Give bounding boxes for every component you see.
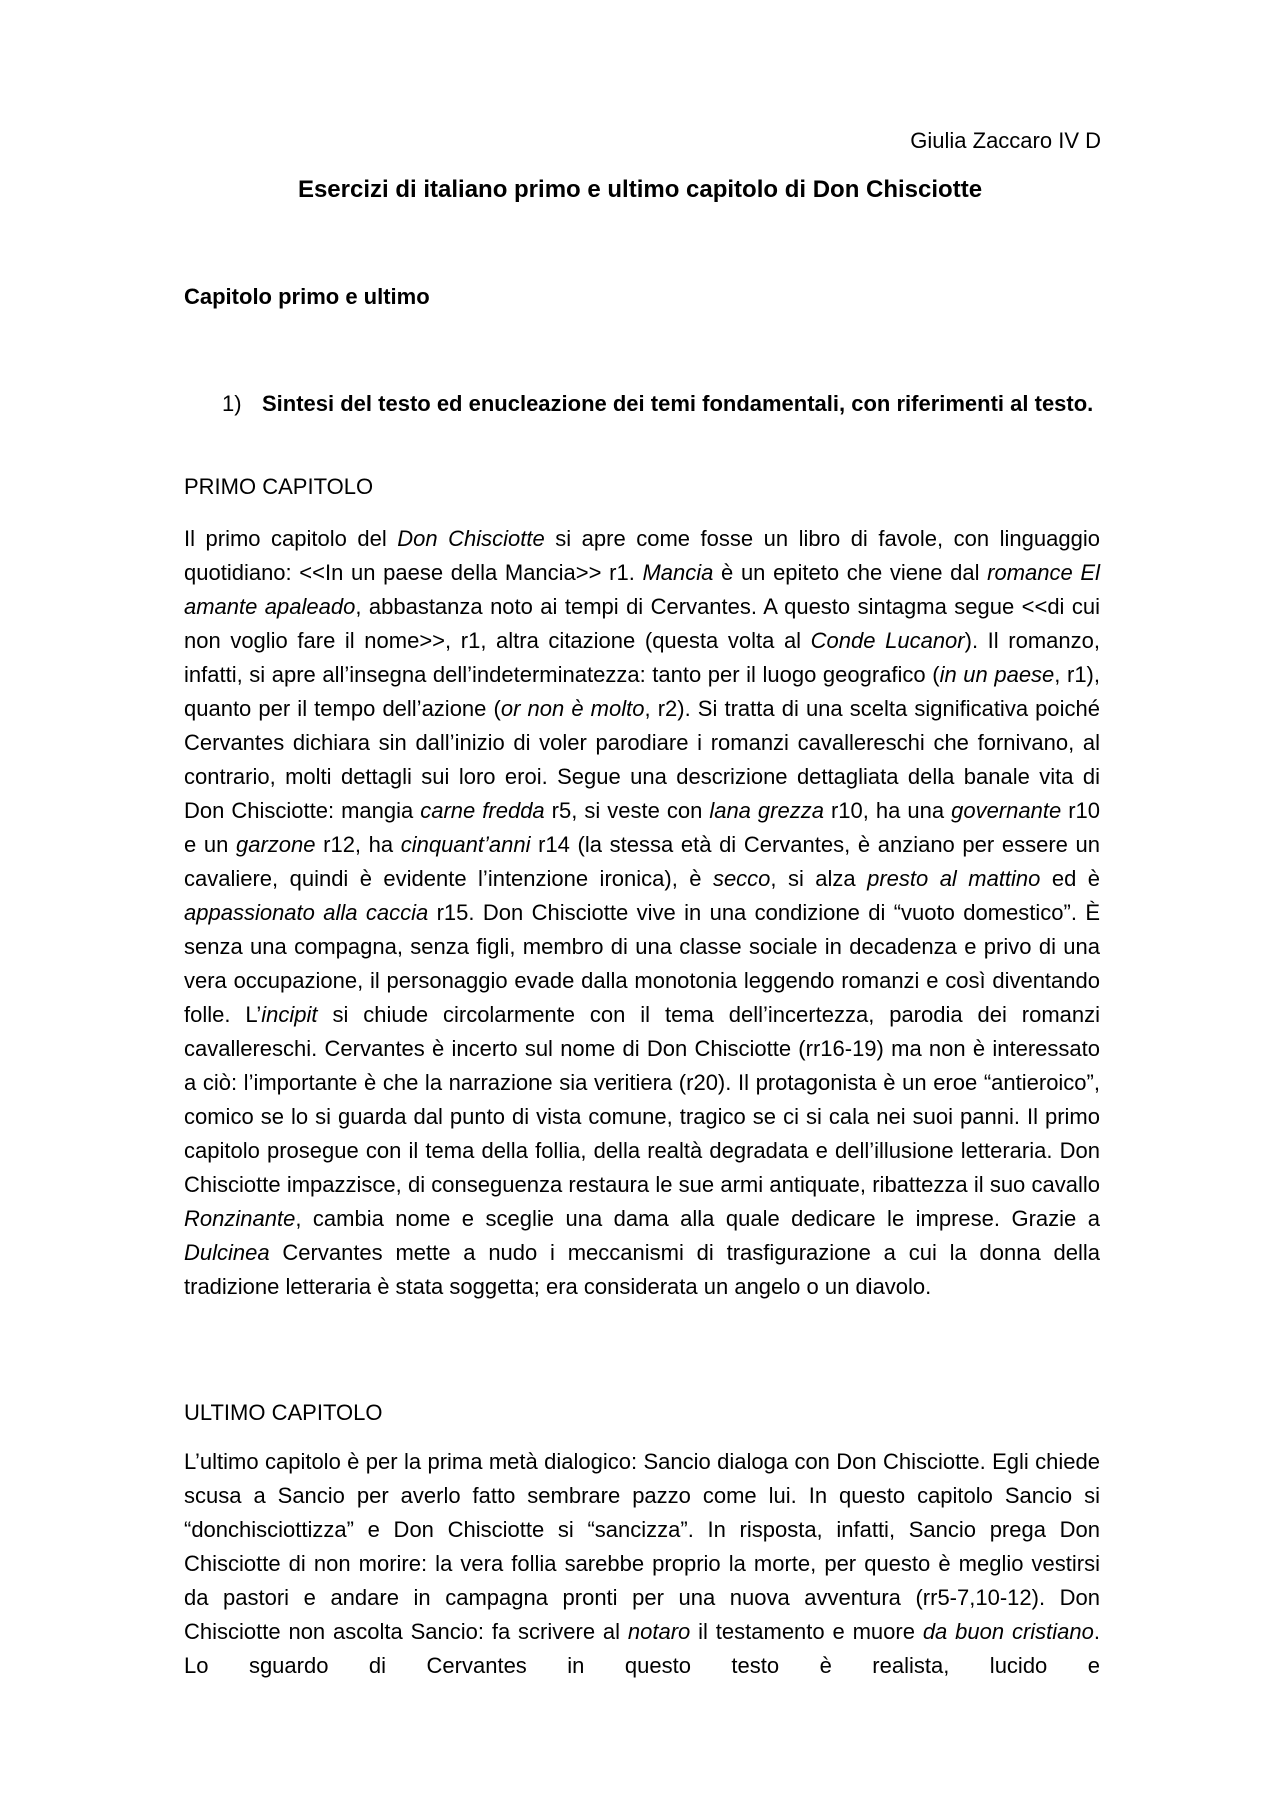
italic-run: appassionato alla caccia bbox=[184, 900, 429, 925]
text-run: r5, si veste con bbox=[544, 798, 710, 823]
primo-capitolo-heading: PRIMO CAPITOLO bbox=[184, 474, 374, 499]
text-run: , si alza bbox=[770, 866, 868, 891]
italic-run: carne fredda bbox=[420, 798, 545, 823]
text-run: , r1), quanto per il tempo dell’azione ( bbox=[184, 662, 1100, 721]
section-heading: Capitolo primo e ultimo bbox=[184, 284, 430, 309]
text-run: ed è bbox=[1040, 866, 1100, 891]
question-item bbox=[222, 387, 1100, 421]
italic-run: da buon cristiano bbox=[922, 1619, 1094, 1644]
primo-capitolo-paragraph bbox=[184, 522, 1100, 1304]
text-run: . Lo sguardo di Cervantes in questo testo è realista, lucido e bbox=[184, 1619, 1100, 1678]
italic-run: Conde Lucanor bbox=[810, 628, 965, 653]
text-run: Il primo capitolo del bbox=[184, 526, 398, 551]
question-text: Sintesi del testo ed enucleazione dei temi fondamentali, con riferimenti al testo. bbox=[262, 391, 1094, 416]
ultimo-capitolo-heading: ULTIMO CAPITOLO bbox=[184, 1400, 383, 1425]
italic-run: in un paese bbox=[939, 662, 1055, 687]
italic-run: Dulcinea bbox=[184, 1240, 270, 1265]
text-run: ). Il romanzo, infatti, si apre all’insegna dell’indeterminatezza: tanto per il luogo geografico ( bbox=[184, 628, 1100, 687]
text-run: r12, ha bbox=[315, 832, 401, 857]
question-number: 1) bbox=[222, 391, 242, 416]
italic-run: presto al mattino bbox=[867, 866, 1041, 891]
text-run: il testamento e muore bbox=[690, 1619, 923, 1644]
author-name: Giulia Zaccaro IV D bbox=[910, 128, 1101, 153]
text-run: , r2). Si tratta di una scelta significativa poiché Cervantes dichiara sin dall’inizio di voler parodiare i romanzi cavallereschi che fornivano, al contrario, molti dettagli sui loro eroi. Segue una descrizione dettagliata della banale vita di Don Chisciotte: mangia bbox=[184, 696, 1100, 823]
italic-run: notaro bbox=[627, 1619, 691, 1644]
ultimo-capitolo-paragraph bbox=[184, 1445, 1100, 1683]
text-run: r14 (la stessa età di Cervantes, è anziano per essere un cavaliere, quindi è evidente l’intenzione ironica), è bbox=[184, 832, 1100, 891]
italic-run: lana grezza bbox=[709, 798, 824, 823]
italic-run: garzone bbox=[235, 832, 316, 857]
text-run: L’ultimo capitolo è per la prima metà dialogico: Sancio dialoga con Don Chisciotte. Egli chiede scusa a Sancio per averlo fatto sembrare pazzo come lui. In questo capitolo Sancio si “donchisciottizza” e Don Chisciotte si “sancizza”. In risposta, infatti, Sancio prega Don Chisciotte di non morire: la vera follia sarebbe proprio la morte, per questo è meglio vestirsi da pastori e andare in campagna pronti per una nuova avventura (rr5-7,10-12). Don Chisciotte non ascolta Sancio: fa scrivere al bbox=[184, 1449, 1100, 1644]
text-run: si chiude circolarmente con il tema dell’incertezza, parodia dei romanzi cavallereschi. Cervantes è incerto sul nome di Don Chisciotte (rr16-19) ma non è interessato a ciò: l’importante è che la narrazione sia veritiera (r20). Il protagonista è un eroe “antieroico”, comico se lo si guarda dal punto di vista comune, tragico se ci si cala nei suoi panni. Il primo capitolo prosegue con il tema della follia, della realtà degradata e dell’illusione letteraria. Don Chisciotte impazzisce, di conseguenza restaura le sue armi antiquate, ribattezza il suo cavallo bbox=[184, 1002, 1101, 1197]
text-run: r10 e un bbox=[184, 798, 1100, 857]
text-run: r10, ha una bbox=[823, 798, 952, 823]
text-run: , cambia nome e sceglie una dama alla quale dedicare le imprese. Grazie a bbox=[295, 1206, 1100, 1231]
document-title: Esercizi di italiano primo e ultimo capitolo di Don Chisciotte bbox=[297, 176, 983, 203]
text-run: r15. Don Chisciotte vive in una condizione di “vuoto domestico”. È senza una compagna, senza figli, membro di una classe sociale in decadenza e privo di una vera occupazione, il personaggio evade dalla monotonia leggendo romanzi e così diventando folle. L’ bbox=[184, 900, 1100, 1027]
italic-run: Mancia bbox=[642, 560, 714, 585]
text-run: Cervantes mette a nudo i meccanismi di trasfigurazione a cui la donna della tradizione letteraria è stata soggetta; era considerata un angelo o un diavolo. bbox=[184, 1240, 1100, 1299]
italic-run: secco bbox=[712, 866, 771, 891]
text-run: , abbastanza noto ai tempi di Cervantes. A questo sintagma segue <<di cui non voglio fare il nome>>, r1, altra citazione (questa volta al bbox=[184, 594, 1100, 653]
text-run: è un epiteto che viene dal bbox=[713, 560, 988, 585]
italic-run: cinquant’anni bbox=[400, 832, 531, 857]
text-run: si apre come fosse un libro di favole, con linguaggio quotidiano: <<In un paese della Mancia>> r1. bbox=[184, 526, 1100, 585]
italic-run: romance El amante apaleado bbox=[184, 560, 1100, 619]
italic-run: Ronzinante bbox=[184, 1206, 296, 1231]
italic-run: incipit bbox=[261, 1002, 318, 1027]
italic-run: governante bbox=[951, 798, 1062, 823]
italic-run: or non è molto bbox=[500, 696, 645, 721]
italic-run: Don Chisciotte bbox=[397, 526, 545, 551]
